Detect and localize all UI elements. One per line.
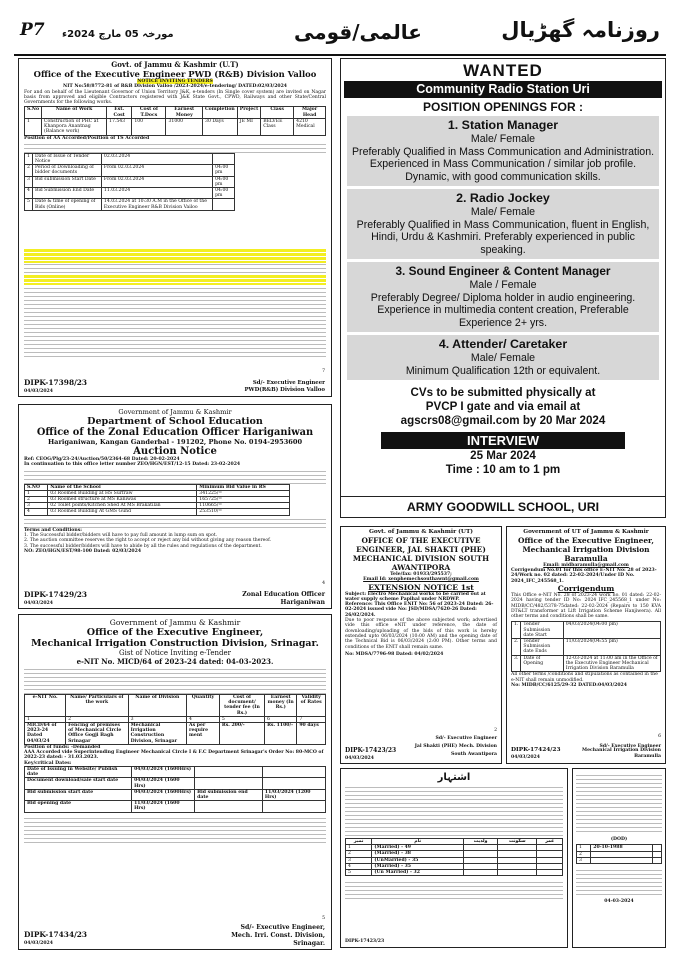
ut-email: Email: midbaramulla@gmail.com bbox=[543, 562, 629, 568]
table-row: 4 (Married) - 35 bbox=[346, 863, 563, 869]
job-card-station-manager bbox=[347, 116, 659, 186]
table-row: 3 Bid submission Start Date From 02.03.2024 04:00 pm bbox=[25, 176, 235, 187]
ut-item-no: 6 bbox=[658, 733, 661, 739]
table-row: 1 Construction of PHC at Khanpora Anantnag (Balance work) 17.543 100 31000 30 Days JE MI BELVEE Class 4210 Medical bbox=[25, 118, 326, 135]
table-row: Bid opening date 11/03/2024 (1600 Hrs) bbox=[25, 801, 326, 812]
job-title: 4. Attender/ Caretaker bbox=[438, 337, 568, 351]
job-gender: Male / Female bbox=[469, 279, 537, 291]
job-title: 2. Radio Jockey bbox=[456, 191, 550, 205]
job-desc: Preferably Qualified in Mass Communication and Administration. Experienced in Mass Communication / similar job profile. Dynamic, with good communication skills. bbox=[351, 145, 655, 183]
table-row: 3 (UnMarried) - 35 bbox=[346, 857, 563, 863]
table-header: Completion bbox=[203, 107, 238, 118]
masthead bbox=[14, 14, 666, 56]
interview-time: Time : 10 am to 1 pm bbox=[445, 463, 561, 476]
mech-sign-2: Mech. Irri. Const. Division, bbox=[231, 932, 325, 939]
urdu-notice-left bbox=[340, 768, 568, 948]
mech-office: Office of the Executive Engineer, bbox=[86, 627, 264, 638]
table-row: 1 Date of Issue of Tender Notice 02.03.2024 bbox=[25, 153, 235, 164]
job-desc: Minimum Qualification 12th or equivalent. bbox=[405, 364, 601, 377]
edu-buildings-table bbox=[24, 484, 290, 516]
edu-term-2: 2. The auction committee reserves the right to accept or reject any bid without giving any reason thereof. bbox=[24, 538, 272, 544]
ut-sign-2: Mechanical Irrigation Division Baramulla bbox=[582, 748, 661, 759]
mech-sign-3: Srinagar. bbox=[293, 940, 325, 947]
mech-nit: e-NIT No. MICD/64 of 2023-24 dated: 04-03-2023. bbox=[76, 656, 274, 666]
table-row: 1 03 Roomed Building at HS Surfraw 341225/= bbox=[25, 490, 290, 496]
jal-govt: Govt. of Jammu & Kashmir (UT) bbox=[368, 529, 474, 535]
pwd-sign-2: PWD(R&B) Division Valloo bbox=[244, 386, 325, 393]
table-header: ولدیت bbox=[464, 839, 498, 845]
table-header: Name of Division bbox=[128, 695, 186, 717]
urdu-body-text bbox=[345, 784, 563, 836]
edu-item-no: 4 bbox=[322, 580, 325, 586]
mech-division: Mechanical Irrigation Construction Division, Srinagar. bbox=[31, 638, 319, 649]
mech-aaa: AAA Accorded vide Superintending Engineer Mechanical Circle I & F.C Department Srinagar's Order No: 80-MCO of 2022-23 dated: - 31.03.2023. bbox=[24, 750, 324, 761]
baramulla-corrigendum bbox=[506, 526, 666, 764]
mech-body-text bbox=[24, 666, 326, 694]
edu-term-1: 1. The Successful bidder/bidders will have to pay full amount in lump sum on spot. bbox=[24, 532, 218, 538]
urdu-right-body bbox=[576, 772, 662, 834]
wanted-ad bbox=[340, 58, 666, 518]
job-card-sound-engineer bbox=[347, 262, 659, 332]
table-header: Minimum Bid Value in RS bbox=[197, 484, 289, 490]
jal-sign-3: South Awantipora bbox=[451, 751, 497, 757]
table-row: 1. Tender Submission date Start 04/03/2024(04:00 pm) bbox=[512, 622, 661, 639]
table-header: e-NIT No. bbox=[25, 695, 66, 717]
wanted-banner: Community Radio Station Uri bbox=[344, 81, 662, 98]
job-desc: Preferably Degree/ Diploma holder in audio engineering. Experience in multimedia content creation, Preferable Experience 2+ yrs. bbox=[370, 291, 636, 329]
table-row: 1 (Married) - 49 bbox=[346, 845, 563, 851]
edu-govt: Government of Jammu & Kashmir bbox=[118, 408, 232, 416]
urdu-notice-right bbox=[572, 768, 666, 948]
job-title: 1. Station Manager bbox=[447, 118, 559, 132]
page-number: P7 bbox=[20, 20, 45, 40]
pwd-body-text bbox=[24, 141, 326, 153]
ut-govt: Government of UT of Jammu & Kashmir bbox=[523, 529, 649, 535]
urdu-right-footer bbox=[576, 867, 662, 897]
table-row: 3 bbox=[577, 857, 662, 863]
table-header: Quantity bbox=[187, 695, 220, 717]
pwd-nit: NIT No:58/8772-81 of R&B Division Vailoo /2023-2024/e-tendering/ DATED:02/03/2024 bbox=[63, 84, 287, 90]
table-row: Bid submission start date 04/03/2024 (1600Hrs) Bid submission end date 11/03/2024 (1200 Hrs) bbox=[25, 789, 326, 800]
jal-sign: Sd/- Executive Engineer bbox=[435, 735, 497, 741]
edu-sign-2: Hariganiwan bbox=[280, 599, 325, 606]
ut-dipk-date: 04/03/2024 bbox=[511, 754, 540, 760]
mech-footer-text bbox=[24, 815, 326, 843]
table-header: نام bbox=[372, 839, 464, 845]
jal-tel: Tele/fax: 01933/295537; bbox=[390, 572, 452, 577]
urdu-right-num: (DOD) bbox=[610, 837, 628, 842]
urdu-right-date: 04-03-2024 bbox=[604, 898, 634, 904]
jal-item-no: 2 bbox=[494, 727, 497, 733]
pwd-office: Office of the Executive Engineer PWD (R&B) Division Valloo bbox=[33, 69, 317, 79]
jal-body: Due to poor response of the above subjected work; advertised vide this office eNIT under reference, the date of downloading/uploading of the bids of this work is hereby extended upto 06/03/2024 (10:00 AM) and the opening date of the Technical Bid is 06/03/2024 (2:00 PM). Other terms and conditions of the ENIT shall remain same. bbox=[345, 618, 497, 650]
pwd-dipk-date: 04/03/2024 bbox=[24, 388, 53, 394]
jal-subject: Subject: Electro Mechanical works to be carried out at water supply scheme Papihal under NRDWP. bbox=[345, 591, 486, 602]
edu-terms-head: Terms and Conditions: bbox=[24, 527, 82, 533]
mech-dipk: DIPK-17434/23 bbox=[24, 930, 88, 939]
school-name: ARMY GOODWILL SCHOOL, URI bbox=[341, 496, 665, 517]
mech-dipk-date: 04/03/2024 bbox=[24, 940, 53, 946]
pwd-tender-notice bbox=[18, 58, 332, 397]
ut-dates-table bbox=[511, 621, 661, 672]
table-row: 5 Date & time of opening of Bids (Online) 14.03.2024 at 10:30 A.M in the Office of the Executive Engineer R&B Division Vailoo bbox=[25, 199, 235, 210]
table-header: S.NO bbox=[25, 484, 48, 490]
mech-dates-table bbox=[24, 766, 326, 813]
table-header: نمبر bbox=[346, 839, 372, 845]
table-header: Name/ Particulars of the work bbox=[66, 695, 128, 717]
mech-key-dates-head: Key/critical Dates: bbox=[24, 760, 72, 766]
table-header: Est. Cost bbox=[107, 107, 132, 118]
table-row: 4 Bid Submission End Date 11.03.2024 04:00 pm bbox=[25, 188, 235, 199]
mech-sign: Sd/- Executive Engineer, bbox=[240, 924, 325, 931]
table-row: 5 (Un Married) - 32 bbox=[346, 870, 563, 876]
edu-dipk: DIPK-17429/23 bbox=[24, 590, 88, 599]
table-header: Class bbox=[261, 107, 294, 118]
wanted-title: WANTED bbox=[463, 61, 543, 80]
table-row: MICD/64 of 2023-24 Dated 04/03/24 Fencing of premises of Mechanical Circle Office Gogji Bagh Srinagar Mechanical Irrigation Construction Division, Srinagar As per require ment Rs. 200/- Rs. 1100/- 90 days bbox=[25, 723, 326, 745]
table-row: 4 03 Roomed Building At GMS Gund 253510/= bbox=[25, 509, 290, 515]
edu-term-3: 3. The successful bidder/bidders will have to abide by all the rules and regulations of the department. bbox=[24, 543, 262, 549]
table-header: Earnest Money bbox=[166, 107, 203, 118]
jal-shakti-notice bbox=[340, 526, 502, 764]
paper-name: روزنامہ گھڑیال bbox=[501, 18, 660, 42]
edu-conditions-text bbox=[24, 516, 326, 528]
pwd-schedule-table bbox=[24, 153, 235, 211]
mech-govt: Government of Jammu & Kashmir bbox=[109, 618, 241, 627]
table-header: Project bbox=[237, 107, 260, 118]
table-header: Cost of T.Docs bbox=[132, 107, 166, 118]
mech-gist: Gist of Notice Inviting e-Tender bbox=[119, 649, 231, 657]
job-title: 3. Sound Engineer & Content Manager bbox=[395, 264, 611, 278]
ut-no: No: MIDB/CC/6125/29-32 DATED:04/03/2024 bbox=[511, 682, 627, 688]
masthead-section: عالمی/قومی bbox=[294, 20, 422, 44]
edu-continuation: In continuation to this office letter number ZEO/HGN/EST/12-15 Dated: 23-02-2024 bbox=[24, 462, 241, 468]
jal-reference: Reference: This Office ENIT No: 56 of 2023-24 Dated: 26-02-2024 issued vide No: JSD/MDSA/7620-26 Dated: 26/02/2024. bbox=[345, 602, 494, 618]
table-row: 3 02 Toilet points/Kitchen Shed At MS Brakatilan 110665/= bbox=[25, 503, 290, 509]
jal-sign-2: Jal Shakti (PHE) Mech. Division bbox=[414, 743, 497, 749]
urdu-footer-text bbox=[345, 879, 563, 901]
position-openings-head: POSITION OPENINGS FOR : bbox=[422, 100, 583, 114]
ut-footer: All other terms /conditions and stipulations as contained in the e-NIT shall remain unmodified. bbox=[511, 672, 658, 683]
job-card-radio-jockey bbox=[347, 189, 659, 259]
jal-no: No: MDSA/7796-98 Dated: 04/02/2024 bbox=[345, 651, 444, 657]
cv-line-2: PVCP I gate and via email at bbox=[425, 400, 581, 413]
table-row: 2 03 Roomed structure at MS Kaniwas 165725/= bbox=[25, 497, 290, 503]
jal-email: Email Id: xenphemechsouthawnt@gmail.com bbox=[363, 577, 479, 583]
table-row: 1 2 3 4 5 6 7 bbox=[25, 716, 326, 722]
table-header: سکونت bbox=[498, 839, 537, 845]
table-row: Document download/sale start date 04/03/2024 (1600 Hrs) bbox=[25, 778, 326, 789]
edu-title: Auction Notice bbox=[133, 446, 217, 457]
pwd-sign: Sd/- Executive Engineer bbox=[252, 379, 325, 386]
table-row: 2 (Married) - 38 bbox=[346, 851, 563, 857]
ut-corr-ref: Corrigendum No.01 for this office E-NIT No: 28 of 2023-24/Work no. 02 dated: 22-02-2024/Under ID No. 2024_IFC_245568_1. bbox=[511, 568, 657, 584]
table-header: Name of Work bbox=[42, 107, 107, 118]
edu-body-text bbox=[24, 468, 326, 484]
urdu-notice-title: اشتہار bbox=[437, 772, 471, 783]
ut-corrigendum-title: Corrigendum bbox=[557, 583, 615, 593]
edu-address: Hariganiwan, Kangan Ganderbal - 191202, Phone No. 0194-2953600 bbox=[47, 438, 303, 446]
jal-notice-title: EXTENSION NOTICE 1st bbox=[368, 582, 474, 592]
auction-notice bbox=[18, 404, 332, 609]
table-header: عمر bbox=[537, 839, 563, 845]
jal-dipk-date: 04/03/2024 bbox=[345, 755, 374, 761]
table-header: Validity of Rates bbox=[297, 695, 326, 717]
cv-line-3: agscrs08@gmail.com by 20 Mar 2024 bbox=[400, 414, 606, 427]
pwd-notice-head: NOTICE INVITING TENDERS bbox=[137, 79, 213, 84]
edu-ref: Ref: CEOG/Plg/23-24/Auction/50/2364-68 Dated: 20-02-2024 bbox=[24, 457, 180, 462]
edu-dept: Department of School Education bbox=[87, 416, 263, 427]
ut-dipk: DIPK-17424/23 bbox=[511, 747, 561, 753]
urdu-right-table bbox=[576, 844, 662, 864]
pwd-govt: Govt. of Jammu & Kashmir (U.T) bbox=[111, 60, 239, 69]
urdu-dipk: DIPK-17423/23 bbox=[345, 938, 385, 944]
job-gender: Male/ Female bbox=[470, 206, 536, 218]
table-header: Earnest money (In Rs.) bbox=[265, 695, 297, 717]
ut-sign: Sd/- Executive Engineer bbox=[599, 743, 661, 749]
ut-office: Office of the Executive Engineer, Mechanical Irrigation Division Baramulla bbox=[518, 535, 654, 563]
job-card-attender bbox=[347, 335, 659, 380]
mech-item-no: 5 bbox=[322, 915, 325, 921]
table-row: 3. Date of Opening 12-03-2024 at 11:00 am in the Office of the Executive Engineer Mechanical Irrigation Division Baramulla bbox=[512, 655, 661, 672]
pwd-dipk: DIPK-17398/23 bbox=[24, 378, 88, 387]
job-desc: Preferably Qualified in Mass Communication, fluent in English, Hindi, Urdu & Kashmiri. Preferably experienced in public speaking. bbox=[356, 218, 650, 256]
ut-body: This Office e-NIT No. 28 of 2023-24 work no. 01 dated: 22-02-2024 having tender ID No: 2024_IFC_245568_1 under No: MIDB/CC/482/5378-75dated: 22-02-2024 (Repairs to 150 KVA DT&LT transformer at Lift Irrigation Scheme Hanjiwera). All other terms and conditions shall be same. bbox=[511, 592, 661, 620]
table-row: 1 20-10-1988 bbox=[577, 845, 662, 851]
table-row: 2. Tender Submission date Ends 11/03/2024(04:55 pm) bbox=[512, 639, 661, 656]
table-header: Major Head bbox=[294, 107, 326, 118]
edu-sign: Zonal Education Officer bbox=[242, 591, 325, 598]
table-row: 2 bbox=[577, 851, 662, 857]
edu-no: NO: ZEO/HGN/EST/98-100 Dated: 02/03/2024 bbox=[24, 548, 142, 554]
mech-works-table bbox=[24, 694, 326, 745]
cv-line-1: CVs to be submitted physically at bbox=[410, 386, 596, 399]
table-header: Cost of document/ tender fee (In Rs.) bbox=[219, 695, 264, 717]
pwd-terms-text bbox=[24, 249, 326, 357]
jal-office: OFFICE OF THE EXECUTIVE ENGINEER, JAL SHAKTI (PHE) MECHANICAL DIVISION SOUTH AWANTIPORA bbox=[352, 536, 490, 572]
job-gender: Male/ Female bbox=[470, 352, 536, 364]
table-header: S.No bbox=[25, 107, 42, 118]
mech-position: Position of funds: -Demanded bbox=[24, 744, 101, 750]
edu-dipk-date: 04/03/2024 bbox=[24, 600, 53, 606]
pwd-works-table bbox=[24, 106, 326, 135]
interview-label: INTERVIEW bbox=[381, 432, 625, 449]
mech-tender-notice bbox=[18, 614, 332, 950]
pwd-item-no: 7 bbox=[322, 368, 325, 374]
pwd-position-head: Position of AA Accorded/Position of TS Accorded bbox=[24, 135, 150, 141]
interview-date: 25 Mar 2024 bbox=[470, 449, 536, 462]
job-gender: Male/ Female bbox=[470, 133, 536, 145]
pwd-intro: For and on behalf of the Lieutenant Governor of Union Territory J&K, e-tenders (In Single cover system) are invited on Nagar basis from approved and eligible Contractors registered with J&K State Govt., CPWD, Railways and other State/Central Governments for the following works. bbox=[24, 89, 326, 106]
masthead-date: مورخہ 05 مارچ 2024ء bbox=[62, 29, 174, 40]
edu-office: Office of the Zonal Education Officer Hariganiwan bbox=[36, 427, 314, 438]
table-row: Date of Issuing in Website/ Publish date 04/03/2024 (1600Hrs) bbox=[25, 767, 326, 778]
table-header: Name of the School bbox=[48, 484, 197, 490]
jal-dipk: DIPK-17423/23 bbox=[345, 747, 397, 754]
urdu-persons-table bbox=[345, 838, 563, 876]
table-row: 2 Period of Downloading of bidder documents From 02.03.2024 04:00 pm bbox=[25, 165, 235, 176]
